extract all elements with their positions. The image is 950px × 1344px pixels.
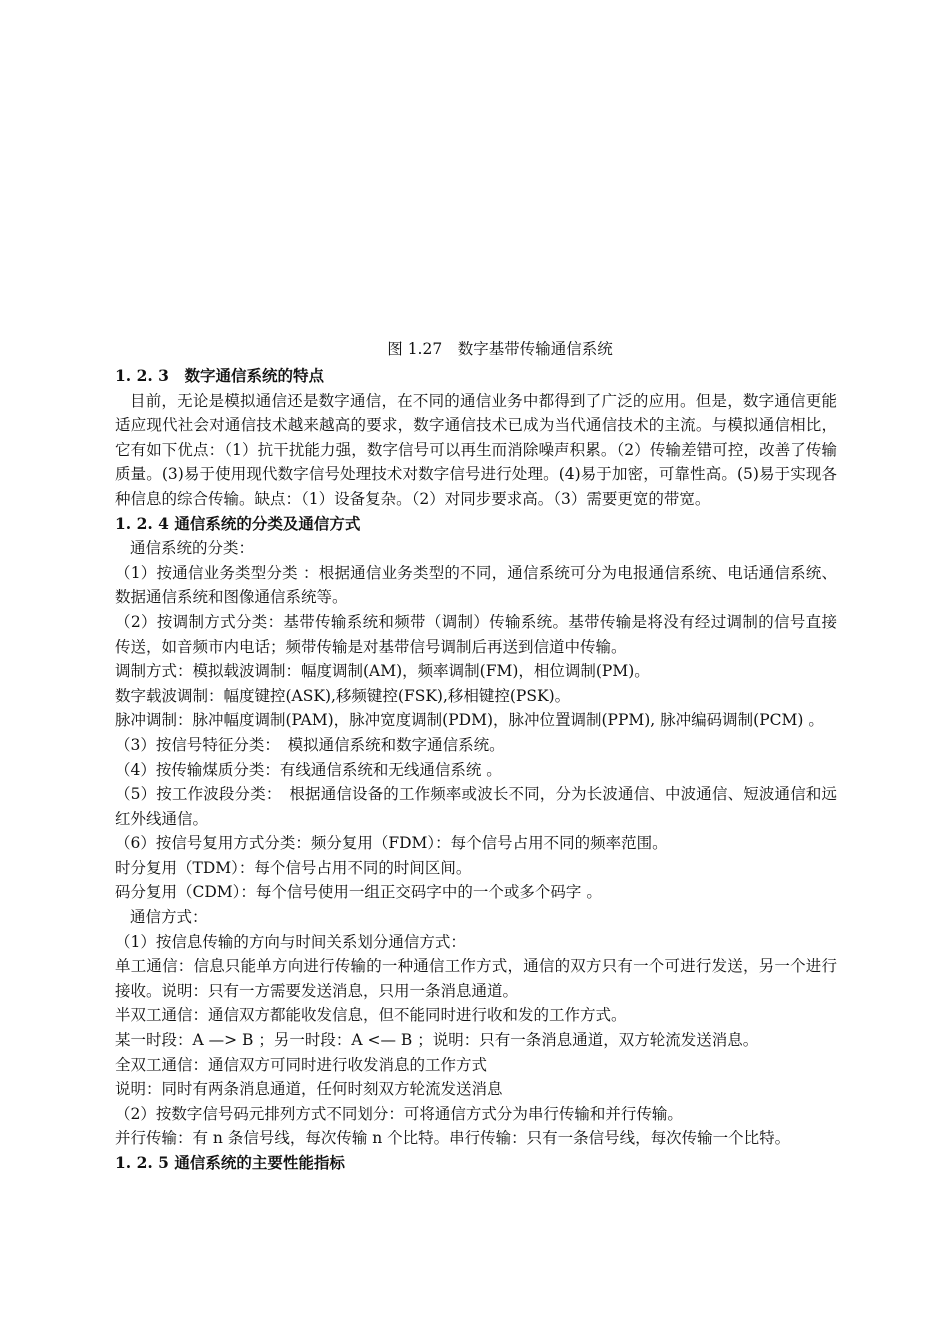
line-modulation-digital: 数字载波调制：幅度键控(ASK),移频键控(FSK),移相键控(PSK)。 [115, 686, 571, 705]
paragraph-full-duplex: 全双工通信：通信双方可同时进行收发消息的工作方式 [115, 1055, 488, 1074]
line-half-duplex-example: 某一时段：A —> B ；另一时段：A <— B ；说明：只有一条消息通道，双方轮流发送消息。 [115, 1031, 759, 1050]
paragraph-half-duplex: 半双工通信：通信双方都能收发信息，但不能同时进行收和发的工作方式。 [115, 1006, 627, 1025]
section-heading-1-2-3: 1. 2. 3 数字通信系统的特点 [115, 366, 324, 385]
figure-caption: 图 1.27 数字基带传输通信系统 [387, 340, 613, 358]
paragraph-by-band: （5）按工作波段分类： 根据通信设备的工作频率或波长不同，分为长波通信、中波通信、短波通信和远红外线通信。 [115, 785, 837, 828]
line-modulation-pulse: 脉冲调制：脉冲幅度调制(PAM)，脉冲宽度调制(PDM)，脉冲位置调制(PPM), 脉冲编码调制(PCM) 。 [115, 711, 824, 730]
paragraph-by-signal-feature: （3）按信号特征分类： 模拟通信系统和数字通信系统。 [115, 735, 505, 754]
paragraph-by-multiplexing: （6）按信号复用方式分类：频分复用（FDM）：每个信号占用不同的频率范围。 [115, 834, 668, 853]
paragraph-by-modulation: （2）按调制方式分类：基带传输系统和频带（调制）传输系统。基带传输是将没有经过调制的信号直接传送，如音频市内电话；频带传输是对基带信号调制后再送到信道中传输。 [115, 612, 837, 656]
subheading-comm-modes: 通信方式： [130, 908, 208, 927]
paragraph-by-direction: （1）按信息传输的方向与时间关系划分通信方式： [115, 932, 466, 951]
line-parallel-serial: 并行传输：有 n 条信号线，每次传输 n 个比特。串行传输：只有一条信号线，每次传输一个比特。 [115, 1129, 791, 1148]
line-tdm: 时分复用（TDM）：每个信号占用不同的时间区间。 [115, 858, 472, 877]
line-cdm: 码分复用（CDM）：每个信号使用一组正交码字中的一个或多个码字 。 [115, 883, 602, 902]
section-heading-1-2-5: 1. 2. 5 通信系统的主要性能指标 [115, 1153, 345, 1172]
line-full-duplex-note: 说明：同时有两条消息通道，任何时刻双方轮流发送消息 [115, 1080, 503, 1099]
section-heading-1-2-4: 1. 2. 4 通信系统的分类及通信方式 [115, 513, 361, 533]
subheading-classification: 通信系统的分类： [130, 539, 255, 558]
body-text [115, 364, 837, 1176]
paragraph-digital-features: 目前，无论是模拟通信还是数字通信，在不同的通信业务中都得到了广泛的应用。但是，数字通信更能适应现代社会对通信技术越来越高的要求，数字通信技术已成为当代通信技术的主流。与模拟通信相比，它有如下优点：（1）抗干扰能力强，数字信号可以再生而消除噪声积累。（2）传输差错可控，改善了传输质量。(3)易于使用现代数字信号处理技术对数字信号进行处理。(4)易于加密，可靠性高。(5)易于实现各种信息的综合传输。缺点：（1）设备复杂。（2）对同步要求高。（3）需要更宽的带宽。 [115, 391, 837, 508]
paragraph-by-service-type: （1）按通信业务类型分类 ：根据通信业务类型的不同，通信系统可分为电报通信系统、电话通信系统、数据通信系统和图像通信系统等。 [115, 563, 837, 607]
paragraph-by-code-arrangement: （2）按数字信号码元排列方式不同划分：可将通信方式分为串行传输和并行传输。 [115, 1104, 683, 1123]
paragraph-simplex: 单工通信：信息只能单方向进行传输的一种通信工作方式，通信的双方只有一个可进行发送，另一个进行接收。说明：只有一方需要发送消息，只用一条消息通道。 [115, 957, 837, 1000]
paragraph-by-medium: （4）按传输煤质分类：有线通信系统和无线通信系统 。 [115, 760, 502, 779]
line-modulation-analog: 调制方式：模拟载波调制：幅度调制(AM)，频率调制(FM)，相位调制(PM)。 [115, 662, 650, 681]
